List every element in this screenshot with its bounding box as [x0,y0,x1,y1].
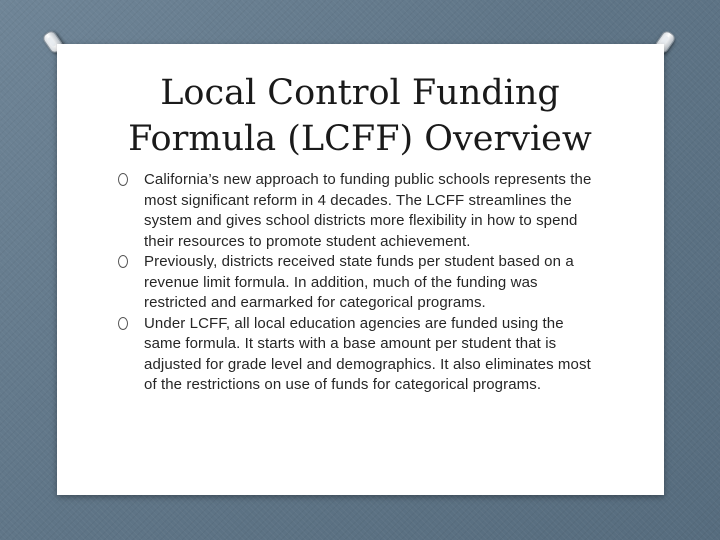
slide-title-line-2: Formula (LCFF) Overview [128,119,592,159]
bullet-item-2 [118,252,603,314]
slide-title [0,70,720,162]
hollow-circle-bullet-icon [118,317,128,330]
bullet-text-1: California’s new approach to funding public schools represents the most significant reform in 4 decades. The LCFF streamlines the system and gives school districts more flexibility in how to spend their resources to promote student achievement. [144,171,592,250]
bullet-item-3 [118,314,603,396]
bullet-text-2: Previously, districts received state funds per student based on a revenue limit formula. In addition, much of the funding was restricted and earmarked for categorical programs. [144,253,574,311]
hollow-circle-bullet-icon [118,173,128,186]
hollow-circle-bullet-icon [118,255,128,268]
bullet-item-1 [118,170,603,252]
bullet-text-3: Under LCFF, all local education agencies are funded using the same formula. It starts with a base amount per student that is adjusted for grade level and demographics. It also eliminates most of the restrictions on use of funds for categorical programs. [144,314,591,393]
bullet-list [118,170,603,396]
slide-title-line-1: Local Control Funding [160,73,560,113]
